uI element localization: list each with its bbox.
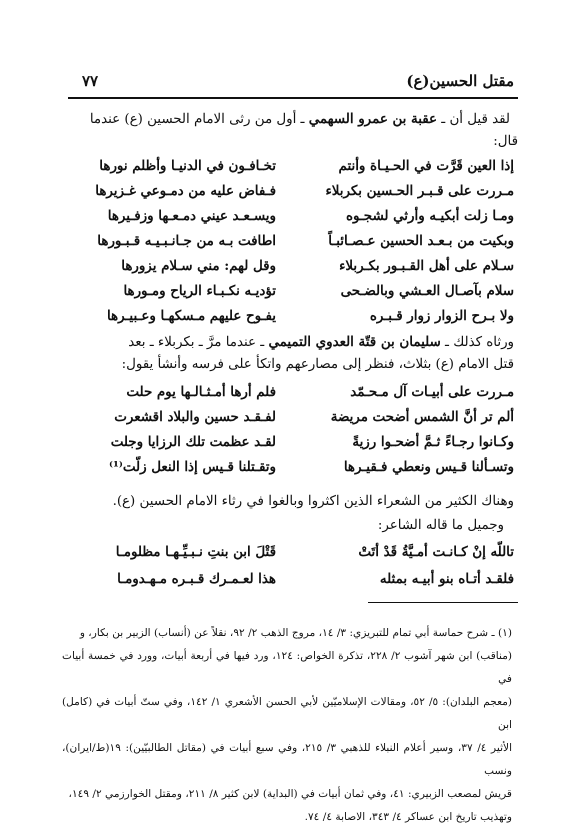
hemistich-first: مـررت على قـبـر الحـسين بكربلاء — [325, 183, 514, 199]
footnote-line: (مناقب) ابن شهر آشوب ٢/ ٢٢٨، تذكرة الخواص: ١٢٤، ورد فيها في أربعة أبيات، وورد في خمسة أبيات في — [62, 650, 512, 685]
hemistich-second: قَتْلَ ابن بنتِ نـبـيِّـهـا مظلومـا — [115, 544, 276, 560]
hemistich-second: هذا لعـمـرك قـبـره مـهـدومـا — [117, 571, 276, 587]
hemistich-second: اطافت بـه من جـانـبـيـه قـبـورها — [97, 233, 276, 249]
hemistich-second: فلم أرها أمـثـالـها يوم حلت — [126, 384, 276, 400]
outro-line-2: وجميل ما قاله الشاعر: — [377, 518, 504, 533]
hemistich-second: لقـد عظمت تلك الرزايا وجلت — [110, 434, 276, 450]
footnote-line: الأثير ٤/ ٣٧، وسير أعلام النبلاء للذهبي ٣/ ٢١٥، وفي سبع أبيات في (مقاتل الطالبيّين): ١٩(ط/ايران)، ونسب — [62, 742, 513, 777]
hemistich-second: تؤديـه نكـبـاء الرياح ومـورها — [123, 283, 276, 299]
mid-line-2: قتل الامام (ع) بثلاث، فنظر إلى مصارعهم واتكأ على فرسه وأنشأ يقول: — [121, 357, 514, 372]
hemistich-first: إذا العين قَرَّت في الحـيـاة وأنتم — [338, 158, 514, 174]
hemistich-first: فلقـد أتـاه بنو أبيـه بمثله — [379, 571, 514, 587]
hemistich-first: ومـا زلت أبكيـه وأرثي لشجـوه — [345, 208, 514, 224]
hemistich-second: ويسـعـد عيني دمـعـها وزفـيرها — [107, 208, 276, 224]
footnote-line: وتهذيب تاريخ ابن عساكر ٤/ ٣٤٣، الاصابة ٤/ ٧٤. — [304, 811, 512, 823]
intro-line-2: قال: — [493, 134, 518, 149]
running-title: مقتل الحسين(ع) — [406, 72, 514, 90]
footnote — [62, 622, 512, 829]
hemistich-second: لفـقـد حسين والبلاد اقشعرت — [114, 409, 276, 425]
hemistich-first: وكـانوا رجـاءً ثـمَّ أضحـوا رزيةً — [352, 434, 514, 450]
footnote-line: (معجم البلدان): ٥/ ٥٢، ومقالات الإسلاميّين لأبي الحسن الأشعري ١/ ١٤٢، وفي ستّ أبيات في (كامل) ابن — [62, 696, 512, 731]
footnote-rule — [368, 602, 518, 603]
mid-line-1: ورثاه كذلك ـ سليمان بن قتّة العدوي التميمي ـ عندما مرَّ ـ بكربلاء ـ بعد — [128, 334, 514, 350]
header-rule — [68, 97, 518, 99]
hemistich-first: وتسـألنا قـيس ونعطي فـقيـرها — [343, 459, 514, 475]
hemistich-first: مـررت على أبيـات آل مـحـمّد — [350, 384, 514, 400]
hemistich-second: تخـافـون في الدنيـا وأظلم نورها — [99, 158, 276, 174]
hemistich-first: سلام بآصـال العـشي وبالضـحى — [340, 283, 514, 299]
page-number: ٧٧ — [82, 72, 99, 90]
hemistich-second: وقل لهم: مني سـلام يزورها — [121, 258, 276, 274]
hemistich-first: تاللّه إنْ كـانـت أمـيَّةُ قَدْ أتَتْ — [358, 544, 514, 560]
hemistich-second: وتقـتلنا قـيس إذا النعل زلّت⁽¹⁾ — [109, 459, 276, 475]
hemistich-first: ولا بـرح الزوار زوار قـبـره — [369, 308, 514, 324]
hemistich-first: سـلام على أهل القـبـور بكـربلاء — [339, 258, 514, 274]
outro-line-1: وهناك الكثير من الشعراء الذين اكثروا وبالغوا في رثاء الامام الحسين (ع). — [112, 494, 514, 509]
footnote-line: قريش لمصعب الزبيري: ٤١، وفي ثمان أبيات في (البداية) لابن كثير ٨/ ٢١١، ومقتل الخوارزمي ٢/ ١٤٩، — [68, 788, 512, 800]
hemistich-second: فـفاض عليه من دمـوعي غـزيرها — [95, 183, 276, 199]
intro-line-1: لقد قيل أن ـ عقبة بن عمرو السهمي ـ أول من رثى الامام الحسين (ع) عندما — [89, 111, 510, 127]
footnote-line: (١) ـ شرح حماسة أبي تمام للتبريزي: ٣/ ١٤، مروج الذهب ٢/ ٩٢، نقلاً عن (أنساب) الزبير بن بكار، و — [79, 627, 512, 639]
hemistich-first: ألم تر أنَّ الشمس أضحت مريضة — [330, 409, 514, 425]
hemistich-second: يفـوح عليهم مـسكهـا وعـبيـرها — [106, 308, 276, 324]
hemistich-first: وبكيت من بـعـد الحسين عـصـائبـاً — [328, 233, 514, 249]
